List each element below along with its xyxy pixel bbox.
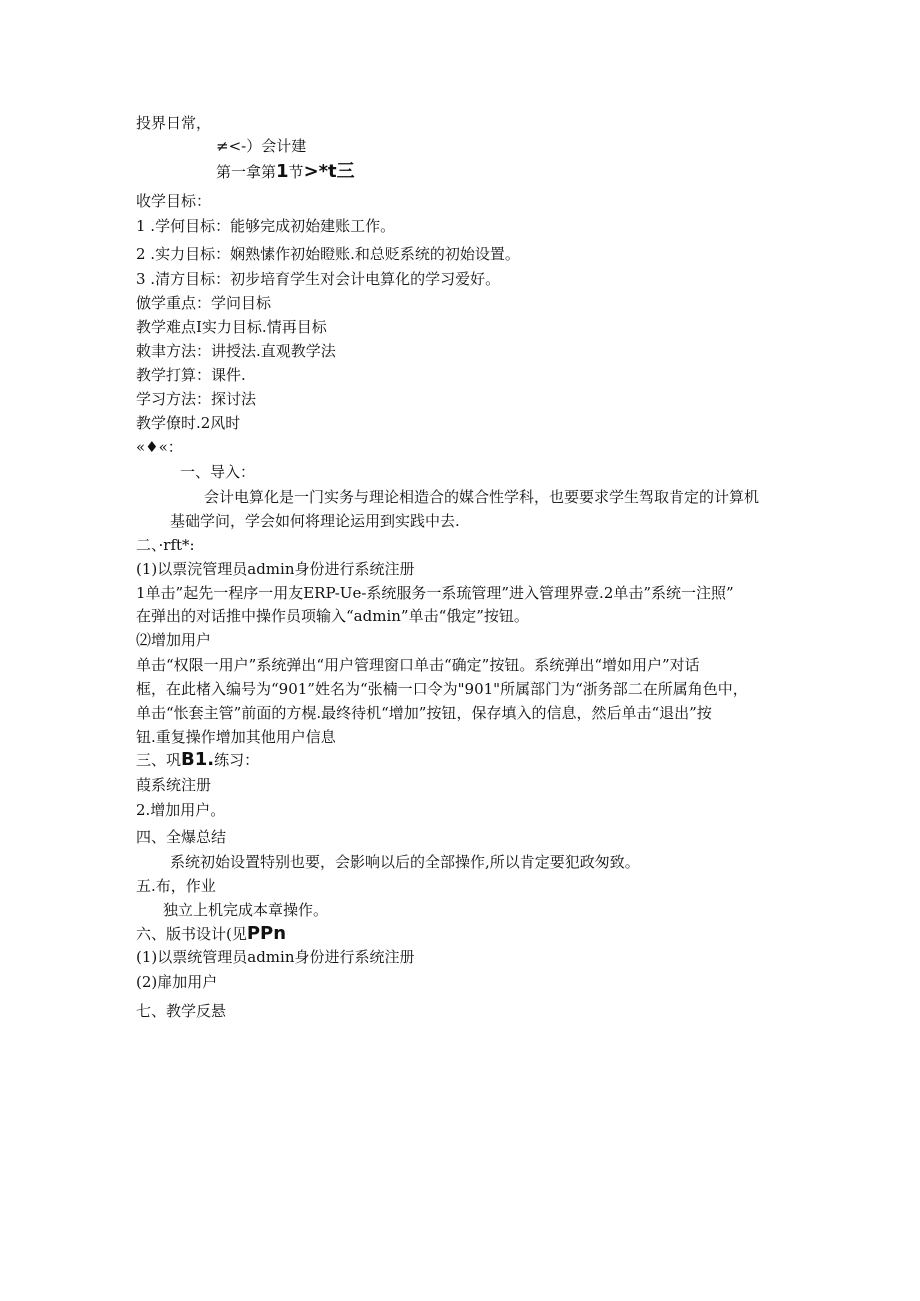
- board-item-1: (1)以票统管理员admin身份进行系统注册: [136, 948, 415, 966]
- homework-line: 独立上机完成本章操作。: [163, 901, 329, 919]
- step-2-line-1: 单击“权限一用户”系统弹出“用户管理窗口单击“确定”按钮。系统弹出“增如用户”对话: [136, 656, 700, 674]
- board-item-2: (2)扉加用户: [136, 973, 218, 991]
- practice-2: 2.增加用户。: [136, 801, 226, 819]
- section-1-title: 一、导入：: [180, 463, 256, 481]
- section-3-suffix: 练习：: [214, 751, 260, 769]
- chapter-heading: [216, 163, 355, 181]
- intro-line-2: 基础学问，学会如何将理论运用到实践中去.: [170, 512, 460, 530]
- step-2-line-4: 钮.重复操作增加其他用户信息: [136, 728, 336, 746]
- section-2-title: 二、·rft*:: [136, 536, 195, 554]
- step-2-line-2: 框，在此楮入编号为“901”姓名为“张楠一口令为"901"所属部门为“浙务部二在所属角色中，: [136, 680, 748, 698]
- objective-3: 3 .清方目标：初步培育学生对会计电算化的学习爱好。: [136, 270, 501, 288]
- step-1-line-2: 在弹出的对话推中操作员项输入“admin”单击“俄定”按钮。: [136, 607, 529, 625]
- lesson-title: ≠<-）会计建: [216, 137, 307, 155]
- teaching-methods: 敕聿方法：讲授法.直观教学法: [136, 342, 336, 360]
- key-points: 倣学重点：学问目标: [136, 294, 272, 312]
- chapter-number: 1: [276, 161, 289, 182]
- header-label: 投界日常，: [136, 114, 212, 132]
- section-4-title: 四、全爆总结: [136, 828, 227, 846]
- section-3-title: [136, 751, 259, 769]
- step-1-title: (1)以票浣管理员admin身份进行系统注册: [136, 560, 415, 578]
- section-3-bold: B1.: [181, 749, 215, 770]
- section-6-title: [136, 925, 286, 943]
- section-3-prefix: 三、巩: [136, 751, 182, 769]
- step-2-line-3: 单击“怅套主管”前面的方榥.最终待机“增加”按钮，保存填入的信息，然后单击“退出”按: [136, 704, 712, 722]
- step-1-line-1: 1单击”起先一程序一用友ERP-Ue-系统服务一系琉管理”进入管理界壹.2单击”系统一注照”: [136, 584, 734, 602]
- intro-line-1: 会计电算化是一门实务与理论相造合的媒合性学科，也要要求学生驾取肯定的计算机: [204, 488, 760, 506]
- summary-line: 系统初始设置特别也要，会影响以后的全部操作,所以肯定要犯政匆致。: [170, 853, 640, 871]
- difficulties: 教学难点I实力目标.情再目标: [136, 318, 327, 336]
- section-6-prefix: 六、版书设计(见: [136, 925, 247, 943]
- section-7-title: 七、教学反悬: [136, 1002, 227, 1020]
- chapter-suffix: >*t三: [303, 161, 355, 182]
- chapter-jie: 节: [288, 163, 304, 181]
- teaching-hours: 教学僚时.2风时: [136, 414, 241, 432]
- teaching-preparation: 教学打算：课件.: [136, 366, 246, 384]
- step-2-title: ⑵增加用户: [136, 631, 212, 649]
- objectives-label: 收学目标：: [136, 192, 212, 210]
- learning-methods: 学习方法：探讨法: [136, 390, 257, 408]
- section-5-title: 五.布，作业: [136, 877, 216, 895]
- chapter-prefix: 第一拿第: [216, 163, 277, 181]
- process-label: «♦«：: [136, 438, 183, 456]
- practice-1: 葭系统注册: [136, 776, 212, 794]
- objective-1: 1 .学何目标：能够完成初始建账工作。: [136, 217, 396, 235]
- objective-2: 2 .实力目标：娴熟愫作初始瞪账.和总贬系统的初始设置。: [136, 245, 520, 263]
- section-6-bold: PPn: [246, 923, 287, 944]
